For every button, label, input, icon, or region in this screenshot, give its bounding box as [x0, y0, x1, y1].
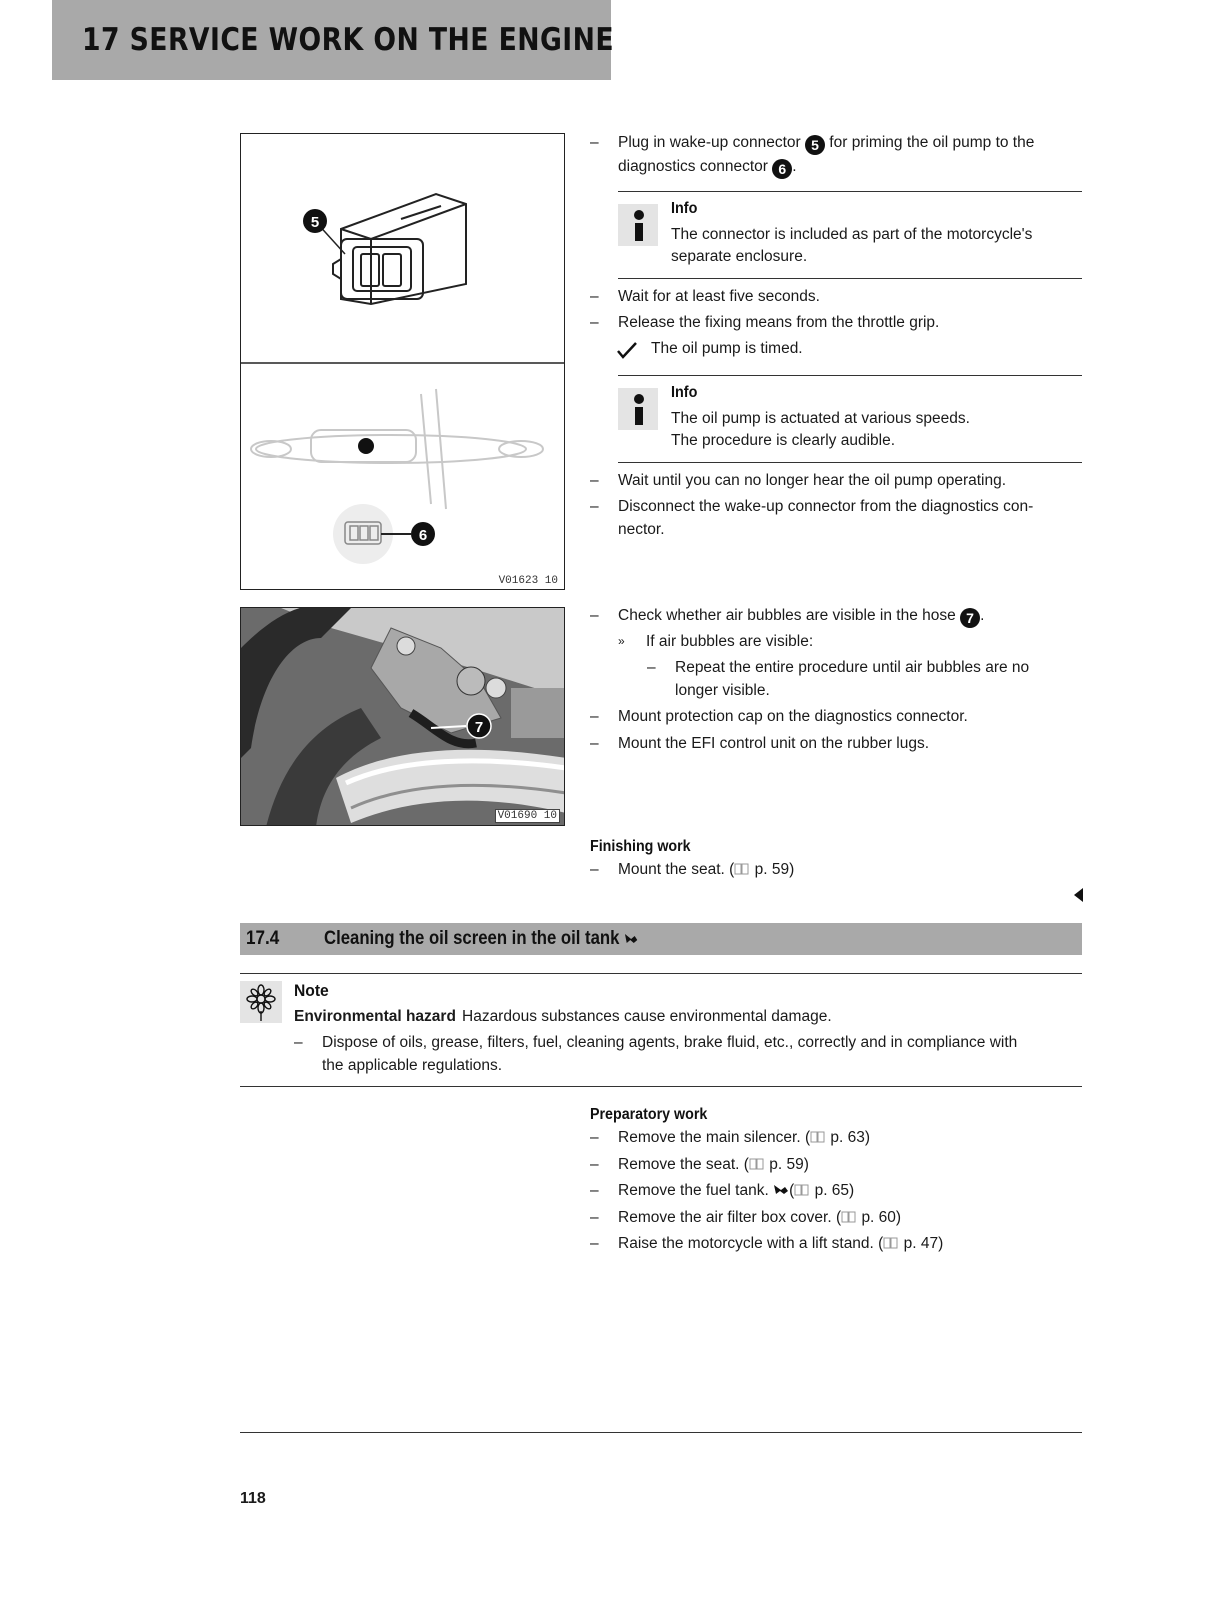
book-reference-icon	[749, 1158, 765, 1170]
callout-7-label: 7	[474, 719, 484, 736]
step-repeat: – Repeat the entire procedure until air bubbles are no longer visible.	[647, 659, 1030, 699]
figure-code: V01690 10	[495, 809, 560, 823]
info-text: The connector is included as part of the motorcycle's separate enclosure.	[671, 226, 1033, 265]
step-release: – Release the fixing means from the throttle grip.	[590, 314, 940, 331]
note-title: Note	[294, 981, 329, 1000]
step-disconnect: – Disconnect the wake-up connector from the diagnostics con- nector.	[590, 498, 1034, 538]
callout-7: 7	[960, 608, 980, 628]
info-icon	[618, 388, 658, 430]
divider	[240, 973, 1082, 974]
figure-code: V01623 10	[498, 575, 558, 587]
preparatory-item: – Remove the seat. ( p. 59)	[590, 1155, 809, 1173]
info-box-oil-pump	[618, 376, 1082, 462]
connector-illustration	[241, 134, 565, 590]
step-mount-efi: – Mount the EFI control unit on the rubber lugs.	[590, 735, 930, 752]
note-hazard: Environmental hazard Hazardous substances cause environmental damage.	[294, 1008, 832, 1025]
step-wait: – Wait for at least five seconds.	[590, 288, 820, 305]
book-reference-icon	[734, 863, 750, 875]
end-marker-icon	[1072, 888, 1084, 902]
wrench-icon	[773, 1182, 789, 1196]
finishing-item: – Mount the seat. ( p. 59)	[590, 861, 795, 878]
section-number: 17.4	[246, 928, 280, 949]
chapter-header	[52, 0, 615, 80]
book-reference-icon	[810, 1131, 826, 1143]
info-box-connector	[618, 192, 1082, 278]
preparatory-item: – Remove the air filter box cover. ( p. 60)	[590, 1208, 902, 1226]
preparatory-item: – Remove the main silencer. ( p. 63)	[590, 1129, 871, 1146]
finishing-work-heading: Finishing work	[590, 838, 691, 855]
section-title: Cleaning the oil screen in the oil tank	[324, 928, 638, 950]
figure-hose-photo	[240, 607, 565, 826]
preparatory-item: – Remove the fuel tank. ( p. 65)	[590, 1182, 855, 1200]
step-wait-until: – Wait until you can no longer hear the oil pump operating.	[590, 472, 1007, 489]
step-check-bubbles: – Check whether air bubbles are visible in the hose 7 .	[590, 607, 985, 626]
step-plug-in: – Plug in wake-up connector 5 for priming the oil pump to the diagnostics connector 6 .	[590, 134, 1035, 177]
checkmark-icon	[616, 341, 638, 359]
divider	[618, 278, 1082, 279]
figure-connector	[240, 133, 565, 590]
step-if-bubbles: » If air bubbles are visible:	[618, 633, 814, 650]
info-icon	[618, 204, 658, 246]
divider	[240, 1086, 1082, 1087]
callout-6: 6	[772, 159, 792, 179]
step-result: The oil pump is timed.	[618, 337, 803, 360]
callout-5-label: 5	[310, 214, 320, 231]
book-reference-icon	[841, 1211, 857, 1223]
divider	[618, 462, 1082, 463]
environment-flower-icon	[240, 981, 282, 1023]
callout-6-label: 6	[418, 527, 428, 544]
footer-divider	[240, 1432, 1082, 1433]
book-reference-icon	[883, 1237, 899, 1249]
preparatory-item: – Raise the motorcycle with a lift stand. ( p. 47)	[590, 1235, 944, 1253]
page-number: 118	[240, 1490, 266, 1507]
preparatory-work-heading: Preparatory work	[590, 1106, 708, 1123]
wrench-icon	[624, 931, 638, 945]
callout-5: 5	[805, 135, 825, 155]
chapter-title: 17 SERVICE WORK ON THE ENGINE	[82, 22, 615, 58]
step-mount-cap: – Mount protection cap on the diagnostics connector.	[590, 708, 968, 725]
book-reference-icon	[794, 1184, 810, 1196]
info-title: Info	[671, 384, 698, 401]
section-header	[240, 923, 1082, 955]
hose-photo	[241, 608, 565, 826]
info-title: Info	[671, 200, 698, 217]
info-text: The oil pump is actuated at various speeds. The procedure is clearly audible.	[671, 410, 970, 449]
note-dispose: – Dispose of oils, grease, filters, fuel, cleaning agents, brake fluid, etc., correctly and in compliance with the applicable regulations.	[294, 1034, 1018, 1074]
